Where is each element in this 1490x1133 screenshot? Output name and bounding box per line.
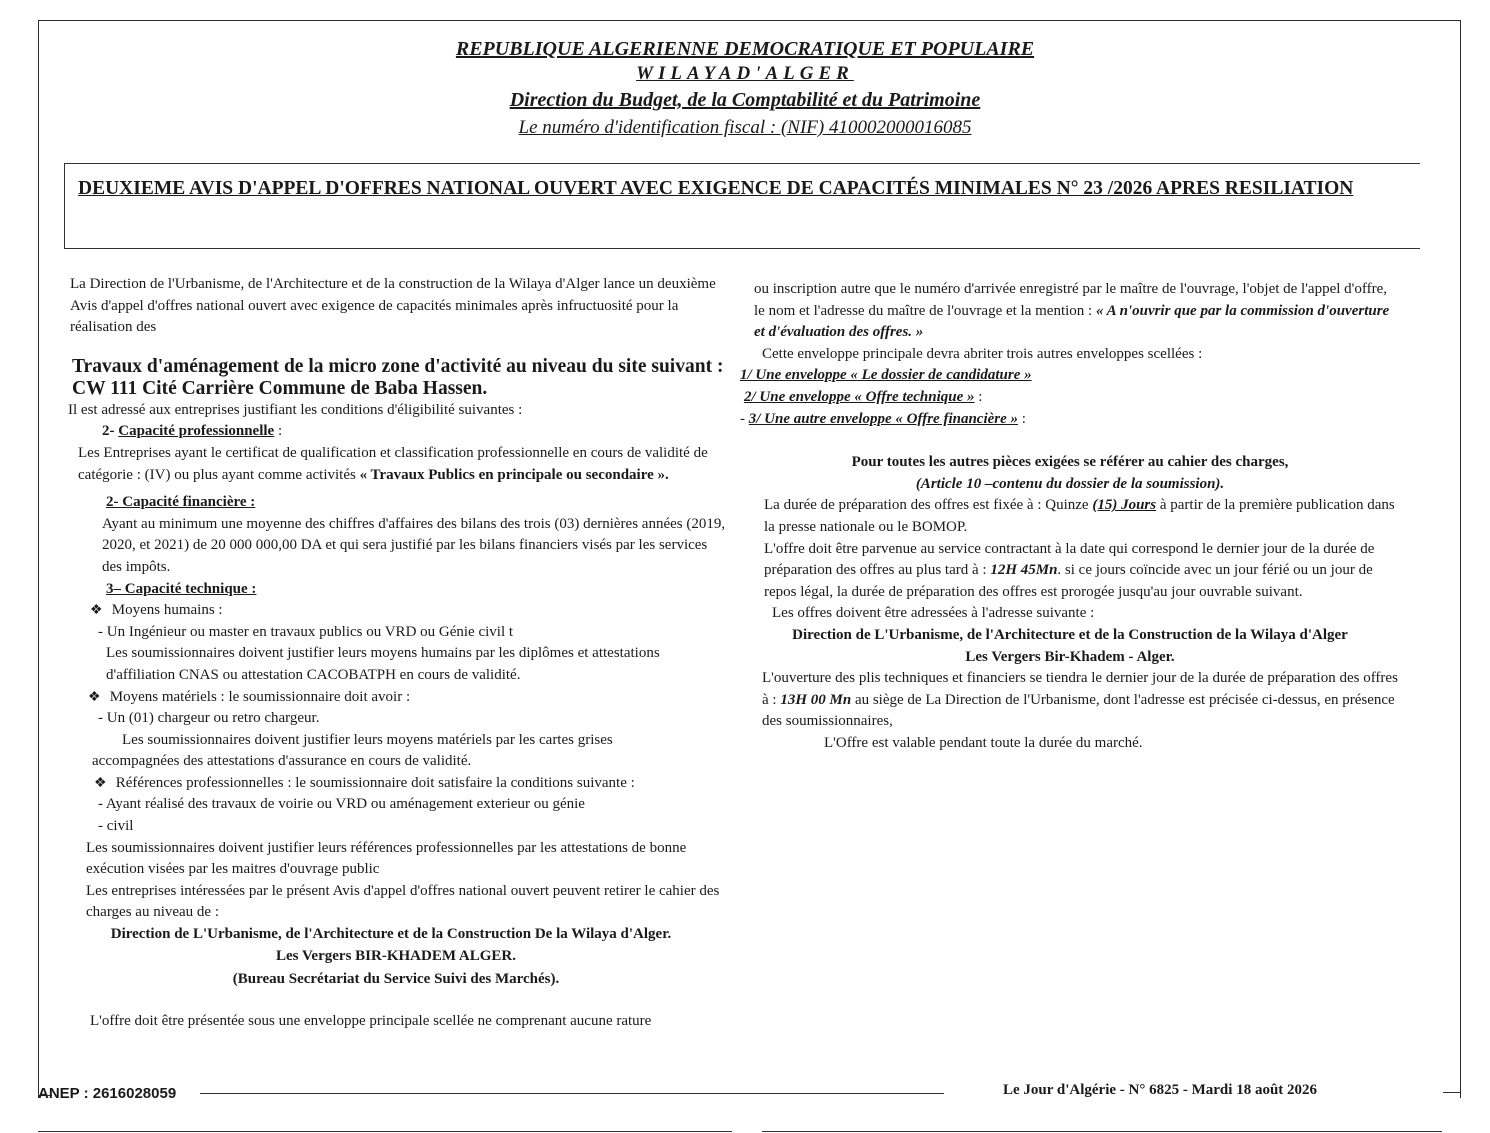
duree-a: La durée de préparation des offres est fixée à : Quinze: [764, 497, 1093, 514]
cont-paragraph: [740, 279, 1400, 344]
offre-text: L'offre doit être présentée sous une enveloppe principale scellée ne comprenant aucune rature: [90, 1012, 652, 1029]
bottom-rule-left: [38, 1131, 732, 1132]
bullet-diamond-icon: ❖: [88, 689, 101, 705]
ref-text: Les soumissionnaires doivent justifier leurs références professionnelles par les attestations de bonne exécution visées par les maitres d'ouvrage public: [86, 839, 687, 878]
cap-pro-colon: :: [274, 423, 283, 440]
cap-pro-text-b: « Travaux Publics en principale ou secondaire ».: [359, 466, 669, 483]
bullet-diamond-icon: ❖: [90, 603, 103, 619]
right-address-1: Direction de L'Urbanisme, de l'Architecture et de la Construction de la Wilaya d'Alger: [792, 626, 1348, 643]
envelope-2-line: [740, 387, 1400, 409]
references: Références professionnelles : le soumissionnaire doit satisfaire la conditions suivante :: [115, 774, 635, 791]
duree-days: (15) Jours: [1092, 497, 1157, 514]
right-address-2: Les Vergers Bir-Khadem - Alger.: [965, 648, 1175, 665]
cont-b: « A n'ouvrir que par la commission d'ouverture et d'évaluation des offres. »: [754, 302, 1390, 341]
parvenue-b: . si ce jours coïncide avec un jour férié ou un jour de repos légal, la durée de préparation des offres est prorogée jusqu'au jour ouvrable suivant.: [764, 562, 1373, 600]
bottom-rule-right: [762, 1131, 1442, 1132]
header-direction: Direction du Budget, de la Comptabilité et du Patrimoine: [509, 89, 981, 111]
cap-fin-text: Ayant au minimum une moyenne des chiffres d'affaires des bilans des trois (03) dernières années (2019, 2020, et 2021) de 20 000 000,00 DA et qui sera justifié par les bilans financiers visés par les services des impôts.: [102, 515, 726, 575]
left-column: [66, 274, 726, 1032]
references-line: [66, 773, 726, 795]
cap-pro-text-a: Les Entreprises ayant le certificat de qualification et classification professionnelle en cours de validité de catégorie : (IV) ou plus ayant comme activités: [78, 444, 708, 483]
retrait-text: Les entreprises intéressées par le présent Avis d'appel d'offres national ouvert peuvent retirer le cahier des charges au niveau de :: [86, 882, 720, 921]
footer-anep: ANEP : 2616028059: [38, 1085, 177, 1102]
header-nif: Le numéro d'identification fiscal : (NIF) 410002000016085: [518, 117, 972, 138]
envelope-2-suffix: :: [974, 388, 983, 405]
parvenue-time: 12H 45Mn: [990, 562, 1058, 579]
cap-pro-heading: [66, 421, 726, 443]
mh-text: Les soumissionnaires doivent justifier leurs moyens humains par les diplômes et attestations d'affiliation CNAS ou attestation CACOBATPH en cours de validité.: [106, 645, 660, 683]
envelope-3: 3/ Une autre enveloppe « Offre financière »: [748, 410, 1019, 427]
eligibility-text: Il est adressé aux entreprises justifiant les conditions d'éligibilité suivantes :: [68, 401, 523, 418]
ouverture-paragraph: [740, 668, 1400, 733]
ref-item-b: - civil: [98, 818, 134, 835]
moyens-materiels-line: [66, 687, 726, 709]
footer-rule-mid: [200, 1093, 944, 1094]
cap-pro-number: 2-: [102, 423, 119, 440]
cap-fin-heading: 2- Capacité financière :: [106, 494, 256, 511]
duree-b: à partir de la première publication dans la presse nationale ou le BOMOP.: [764, 497, 1395, 535]
left-address-1: Direction de L'Urbanisme, de l'Architecture et de la Construction De la Wilaya d'Alger.: [110, 926, 672, 943]
footer-rule-right: [1443, 1092, 1461, 1093]
project-title: Travaux d'aménagement de la micro zone d'activité au niveau du site suivant : CW 111 Cité Carrière Commune de Baba Hassen.: [72, 355, 724, 399]
env-intro: Cette enveloppe principale devra abriter trois autres enveloppes scellées :: [762, 345, 1203, 362]
right-column: [740, 279, 1400, 754]
mh-item: - Un Ingénieur ou master en travaux publics ou VRD ou Génie civil t: [98, 623, 514, 640]
mm-item: - Un (01) chargeur ou retro chargeur.: [98, 710, 320, 727]
header-republique: REPUBLIQUE ALGERIENNE DEMOCRATIQUE ET POPULAIRE: [455, 38, 1035, 60]
ouverture-b: au siège de La Direction de l'Urbanisme, dont l'adresse est précisée ci-dessus, en présence des soumissionnaires,: [762, 691, 1395, 730]
left-address-2: Les Vergers BIR-KHADEM ALGER.: [276, 947, 516, 964]
envelope-3-line: [740, 409, 1400, 431]
moyens-materiels: Moyens matériels : le soumissionnaire doit avoir :: [109, 688, 411, 705]
ref-item-a: - Ayant réalisé des travaux de voirie ou VRD ou aménagement exterieur ou génie: [98, 796, 585, 813]
pieces-text: Pour toutes les autres pièces exigées se référer au cahier des charges,: [851, 454, 1289, 471]
cap-pro-text: [66, 443, 726, 486]
notice-title: DEUXIEME AVIS D'APPEL D'OFFRES NATIONAL OUVERT AVEC EXIGENCE DE CAPACITÉS MINIMALES N° 23 /2026 APRES RESILIATION: [78, 178, 1354, 199]
moyens-humains: Moyens humains :: [111, 602, 223, 619]
cap-pro-title: Capacité professionnelle: [118, 423, 275, 440]
ouverture-a: L'ouverture des plis techniques et financiers se tiendra le dernier jour de la durée de préparation des offres à :: [762, 670, 1398, 708]
intro-paragraph: La Direction de l'Urbanisme, de l'Architecture et de la construction de la Wilaya d'Alger lance un deuxième Avis d'appel d'offres national ouvert avec exigence de capacités minimales après infructuosité pour la réalisation des: [70, 276, 716, 336]
article-text: (Article 10 –contenu du dossier de la soumission).: [915, 475, 1225, 492]
bullet-diamond-icon: ❖: [94, 775, 107, 791]
mm-text-b: accompagnées des attestations d'assurance en cours de validité.: [92, 753, 472, 770]
envelope-1: 1/ Une enveloppe « Le dossier de candidature »: [740, 367, 1032, 384]
envelope-3-prefix: -: [740, 410, 749, 427]
left-address-3: (Bureau Secrétariat du Service Suivi des Marchés).: [232, 971, 560, 988]
moyens-humains-line: [66, 600, 726, 622]
envelope-2: 2/ Une enveloppe « Offre technique »: [744, 388, 975, 405]
parvenue-paragraph: [740, 539, 1400, 604]
parvenue-a: L'offre doit être parvenue au service contractant à la date qui correspond le dernier jour de la durée de préparation des offres au plus tard à :: [764, 540, 1375, 579]
valable-text: L'Offre est valable pendant toute la durée du marché.: [824, 734, 1143, 751]
envelope-3-suffix: :: [1018, 410, 1026, 427]
header-wilaya: WILAYAD'ALGER: [636, 63, 854, 84]
footer-journal: Le Jour d'Algérie - N° 6825 - Mardi 18 août 2026: [1003, 1082, 1318, 1098]
adresser-text: Les offres doivent être adressées à l'adresse suivante :: [772, 605, 1095, 622]
cap-tech-heading: 3– Capacité technique :: [106, 580, 257, 597]
duree-paragraph: [740, 495, 1400, 538]
mm-text-a: Les soumissionnaires doivent justifier leurs moyens matériels par les cartes grises: [122, 731, 613, 748]
ouverture-time: 13H 00 Mn: [780, 691, 852, 708]
cont-a: ou inscription autre que le numéro d'arrivée enregistré par le maître de l'ouvrage, l'objet de l'appel d'offre, le nom et l'adresse du maître de l'ouvrage et la mention :: [754, 281, 1387, 319]
